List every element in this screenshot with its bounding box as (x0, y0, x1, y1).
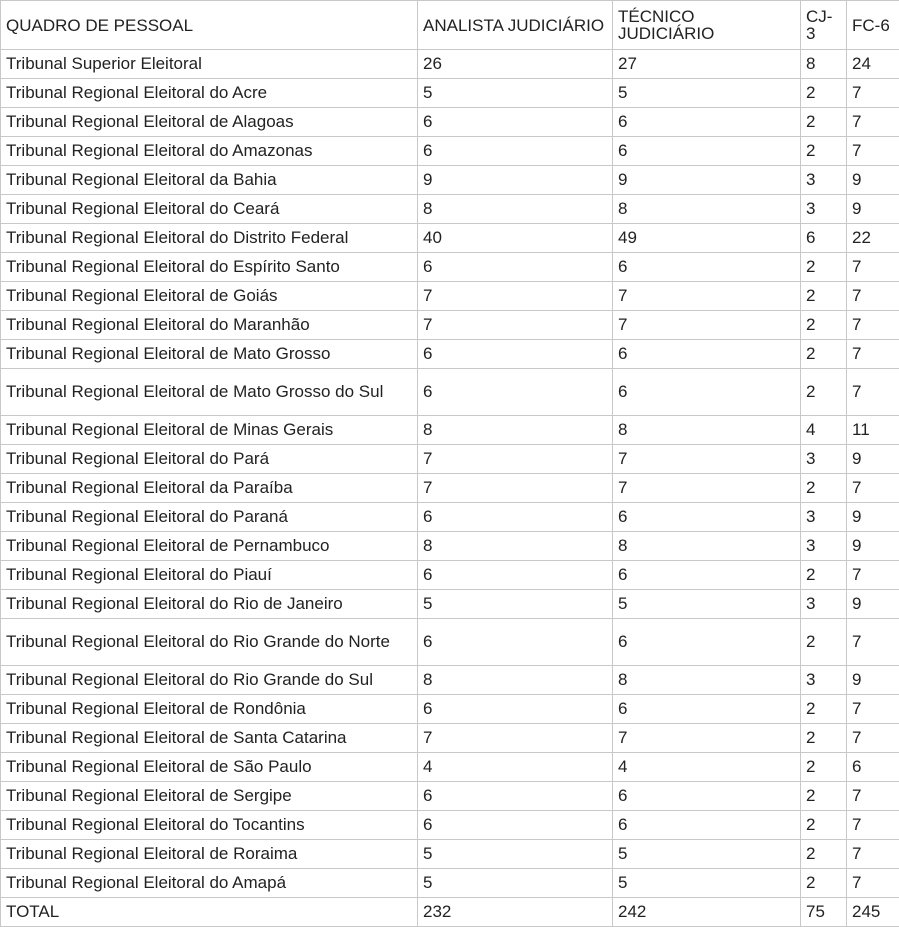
row-fc-6: 9 (847, 590, 899, 619)
row-name: Tribunal Regional Eleitoral de Goiás (1, 282, 418, 311)
table-row (1, 869, 899, 898)
total-tecnico: 242 (613, 898, 801, 927)
row-cj-3: 2 (801, 253, 847, 282)
row-name: Tribunal Regional Eleitoral do Piauí (1, 561, 418, 590)
row-name: Tribunal Regional Eleitoral do Tocantins (1, 811, 418, 840)
row-tecnico: 6 (613, 811, 801, 840)
row-fc-6: 7 (847, 782, 899, 811)
row-fc-6: 7 (847, 840, 899, 869)
row-fc-6: 7 (847, 253, 899, 282)
row-tecnico: 6 (613, 340, 801, 369)
row-name: Tribunal Regional Eleitoral de Sergipe (1, 782, 418, 811)
row-analista: 6 (418, 369, 613, 416)
row-name: Tribunal Regional Eleitoral de Roraima (1, 840, 418, 869)
row-analista: 8 (418, 195, 613, 224)
row-analista: 7 (418, 282, 613, 311)
row-name: Tribunal Regional Eleitoral do Pará (1, 445, 418, 474)
row-fc-6: 9 (847, 445, 899, 474)
table-row (1, 782, 899, 811)
row-tecnico: 8 (613, 666, 801, 695)
row-fc-6: 7 (847, 474, 899, 503)
row-analista: 7 (418, 445, 613, 474)
row-cj-3: 2 (801, 561, 847, 590)
row-cj-3: 2 (801, 840, 847, 869)
row-tecnico: 27 (613, 50, 801, 79)
row-analista: 5 (418, 840, 613, 869)
table-row (1, 724, 899, 753)
row-cj-3: 2 (801, 340, 847, 369)
row-fc-6: 9 (847, 666, 899, 695)
row-fc-6: 6 (847, 753, 899, 782)
table-header (1, 1, 899, 50)
table-row (1, 840, 899, 869)
row-name: Tribunal Regional Eleitoral do Rio de Janeiro (1, 590, 418, 619)
row-fc-6: 9 (847, 195, 899, 224)
row-analista: 7 (418, 724, 613, 753)
row-tecnico: 6 (613, 782, 801, 811)
row-analista: 8 (418, 666, 613, 695)
row-tecnico: 6 (613, 695, 801, 724)
row-name: Tribunal Regional Eleitoral de São Paulo (1, 753, 418, 782)
row-analista: 6 (418, 561, 613, 590)
row-name: Tribunal Regional Eleitoral de Mato Grosso (1, 340, 418, 369)
row-analista: 9 (418, 166, 613, 195)
row-fc-6: 7 (847, 79, 899, 108)
row-tecnico: 5 (613, 840, 801, 869)
row-tecnico: 5 (613, 590, 801, 619)
row-cj-3: 2 (801, 108, 847, 137)
table-row (1, 195, 899, 224)
row-tecnico: 7 (613, 474, 801, 503)
row-fc-6: 9 (847, 532, 899, 561)
table-row (1, 619, 899, 666)
row-cj-3: 2 (801, 137, 847, 166)
row-cj-3: 2 (801, 79, 847, 108)
table-row (1, 79, 899, 108)
row-analista: 6 (418, 503, 613, 532)
row-cj-3: 2 (801, 311, 847, 340)
row-fc-6: 7 (847, 108, 899, 137)
row-analista: 26 (418, 50, 613, 79)
row-fc-6: 9 (847, 166, 899, 195)
row-analista: 6 (418, 108, 613, 137)
row-analista: 6 (418, 811, 613, 840)
row-cj-3: 2 (801, 811, 847, 840)
table-row (1, 666, 899, 695)
row-cj-3: 3 (801, 666, 847, 695)
row-name: Tribunal Regional Eleitoral do Acre (1, 79, 418, 108)
total-row (1, 898, 899, 927)
row-tecnico: 6 (613, 561, 801, 590)
table-row (1, 695, 899, 724)
total-analista: 232 (418, 898, 613, 927)
row-name: Tribunal Regional Eleitoral de Minas Gerais (1, 416, 418, 445)
total-cj-3: 75 (801, 898, 847, 927)
row-tecnico: 4 (613, 753, 801, 782)
row-analista: 6 (418, 782, 613, 811)
row-cj-3: 2 (801, 619, 847, 666)
table-row (1, 590, 899, 619)
table-row (1, 224, 899, 253)
row-name: Tribunal Regional Eleitoral do Distrito Federal (1, 224, 418, 253)
row-cj-3: 3 (801, 166, 847, 195)
header-quadro-de-pessoal: QUADRO DE PESSOAL (1, 1, 418, 50)
row-fc-6: 7 (847, 811, 899, 840)
row-tecnico: 6 (613, 108, 801, 137)
row-cj-3: 4 (801, 416, 847, 445)
table-row (1, 369, 899, 416)
row-cj-3: 3 (801, 503, 847, 532)
header-analista-judiciario: ANALISTA JUDICIÁRIO (418, 1, 613, 50)
row-cj-3: 6 (801, 224, 847, 253)
row-name: Tribunal Regional Eleitoral da Bahia (1, 166, 418, 195)
table-row (1, 108, 899, 137)
row-name: Tribunal Regional Eleitoral de Santa Catarina (1, 724, 418, 753)
row-analista: 6 (418, 137, 613, 166)
row-tecnico: 5 (613, 79, 801, 108)
row-name: Tribunal Regional Eleitoral de Alagoas (1, 108, 418, 137)
row-tecnico: 6 (613, 619, 801, 666)
row-analista: 4 (418, 753, 613, 782)
row-tecnico: 6 (613, 503, 801, 532)
table-row (1, 50, 899, 79)
row-cj-3: 2 (801, 753, 847, 782)
table-row (1, 561, 899, 590)
row-cj-3: 2 (801, 724, 847, 753)
row-tecnico: 6 (613, 253, 801, 282)
row-cj-3: 3 (801, 590, 847, 619)
table-row (1, 445, 899, 474)
row-analista: 6 (418, 619, 613, 666)
table-row (1, 166, 899, 195)
row-name: Tribunal Regional Eleitoral de Rondônia (1, 695, 418, 724)
table-row (1, 311, 899, 340)
row-tecnico: 6 (613, 137, 801, 166)
table-row (1, 137, 899, 166)
table-row (1, 282, 899, 311)
row-fc-6: 7 (847, 282, 899, 311)
row-tecnico: 5 (613, 869, 801, 898)
row-analista: 8 (418, 532, 613, 561)
row-cj-3: 2 (801, 369, 847, 416)
row-fc-6: 7 (847, 369, 899, 416)
row-analista: 8 (418, 416, 613, 445)
row-analista: 5 (418, 590, 613, 619)
header-fc-6: FC-6 (847, 1, 899, 50)
row-analista: 7 (418, 474, 613, 503)
table-row (1, 474, 899, 503)
table-body (1, 50, 899, 927)
row-analista: 5 (418, 869, 613, 898)
row-name: Tribunal Regional Eleitoral do Rio Grande do Norte (1, 619, 418, 666)
row-name: Tribunal Regional Eleitoral da Paraíba (1, 474, 418, 503)
row-cj-3: 2 (801, 782, 847, 811)
row-cj-3: 3 (801, 195, 847, 224)
row-cj-3: 3 (801, 532, 847, 561)
row-fc-6: 7 (847, 340, 899, 369)
row-tecnico: 49 (613, 224, 801, 253)
row-cj-3: 2 (801, 474, 847, 503)
row-tecnico: 7 (613, 282, 801, 311)
table-row (1, 340, 899, 369)
header-row (1, 1, 899, 50)
table-row (1, 416, 899, 445)
row-tecnico: 8 (613, 416, 801, 445)
table-row (1, 503, 899, 532)
row-name: Tribunal Regional Eleitoral do Ceará (1, 195, 418, 224)
row-tecnico: 8 (613, 532, 801, 561)
row-tecnico: 7 (613, 724, 801, 753)
row-analista: 7 (418, 311, 613, 340)
row-cj-3: 2 (801, 695, 847, 724)
table-row (1, 811, 899, 840)
table-row (1, 532, 899, 561)
row-fc-6: 7 (847, 869, 899, 898)
row-fc-6: 22 (847, 224, 899, 253)
total-label: TOTAL (1, 898, 418, 927)
row-name: Tribunal Regional Eleitoral do Amapá (1, 869, 418, 898)
row-tecnico: 7 (613, 311, 801, 340)
row-name: Tribunal Regional Eleitoral de Pernambuco (1, 532, 418, 561)
row-name: Tribunal Regional Eleitoral do Paraná (1, 503, 418, 532)
row-fc-6: 7 (847, 619, 899, 666)
row-analista: 6 (418, 340, 613, 369)
row-cj-3: 8 (801, 50, 847, 79)
row-tecnico: 8 (613, 195, 801, 224)
row-name: Tribunal Regional Eleitoral do Amazonas (1, 137, 418, 166)
row-analista: 6 (418, 695, 613, 724)
total-fc-6: 245 (847, 898, 899, 927)
row-name: Tribunal Regional Eleitoral do Espírito Santo (1, 253, 418, 282)
row-name: Tribunal Regional Eleitoral do Rio Grande do Sul (1, 666, 418, 695)
row-fc-6: 24 (847, 50, 899, 79)
row-tecnico: 6 (613, 369, 801, 416)
table-row (1, 753, 899, 782)
row-fc-6: 9 (847, 503, 899, 532)
row-fc-6: 7 (847, 311, 899, 340)
row-cj-3: 2 (801, 869, 847, 898)
row-name: Tribunal Regional Eleitoral do Maranhão (1, 311, 418, 340)
row-name: Tribunal Superior Eleitoral (1, 50, 418, 79)
header-tecnico-judiciario: TÉCNICO JUDICIÁRIO (613, 1, 801, 50)
row-fc-6: 7 (847, 137, 899, 166)
row-analista: 6 (418, 253, 613, 282)
row-fc-6: 7 (847, 695, 899, 724)
row-fc-6: 7 (847, 724, 899, 753)
row-analista: 5 (418, 79, 613, 108)
row-cj-3: 2 (801, 282, 847, 311)
row-analista: 40 (418, 224, 613, 253)
header-cj-3: CJ-3 (801, 1, 847, 50)
row-tecnico: 9 (613, 166, 801, 195)
row-fc-6: 11 (847, 416, 899, 445)
row-name: Tribunal Regional Eleitoral de Mato Grosso do Sul (1, 369, 418, 416)
row-tecnico: 7 (613, 445, 801, 474)
row-cj-3: 3 (801, 445, 847, 474)
table-row (1, 253, 899, 282)
row-fc-6: 7 (847, 561, 899, 590)
